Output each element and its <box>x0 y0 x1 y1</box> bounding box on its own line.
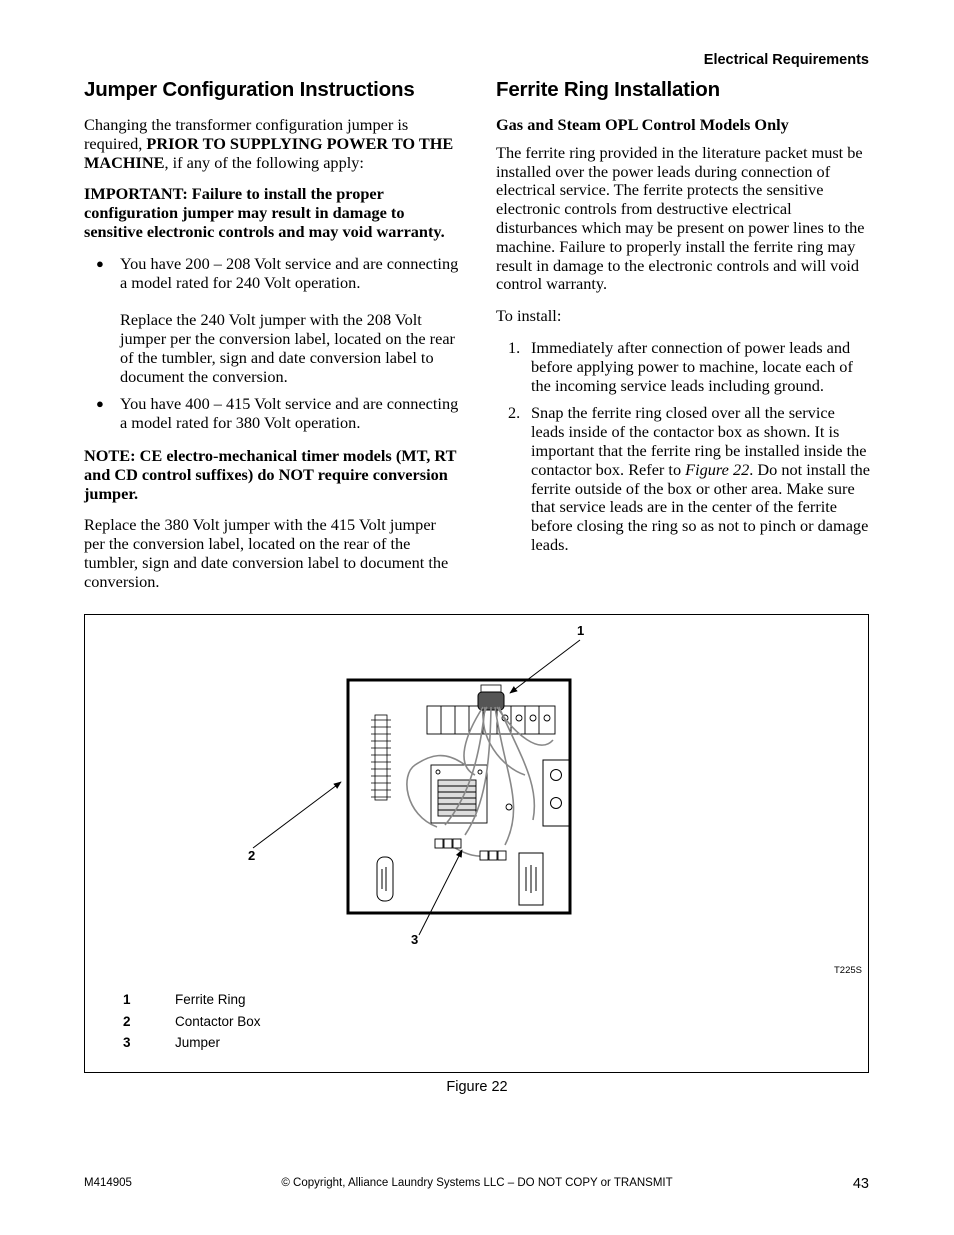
figure-caption: Figure 22 <box>446 1079 508 1095</box>
figure-frame <box>84 614 869 1073</box>
legend-label: Contactor Box <box>175 1014 261 1029</box>
condition-list <box>84 255 460 433</box>
ferrite-ring <box>478 685 504 710</box>
step-text-a: Snap the ferrite ring closed over all the service leads inside of the contactor box as shown. It is important that the ferrite ring be installed inside the contactor box. Refer to <box>531 403 867 479</box>
callout-2: 2 <box>248 848 256 863</box>
figure-reference: Figure 22 <box>685 459 750 479</box>
ferrite-subtitle: Gas and Steam OPL Control Models Only <box>496 115 789 134</box>
footer-doc-number: M414905 <box>84 1177 132 1189</box>
step-text: Immediately after connection of power leads and before applying power to machine, locate each of the incoming service leads including ground. <box>531 337 853 395</box>
legend-row <box>123 1014 261 1029</box>
legend-label: Jumper <box>175 1035 221 1050</box>
step-text-b: . Do not install the ferrite outside of the box or other area. Make sure that service leads are in the center of the ferrite before closing the ring so as not to pinch or damage leads. <box>531 459 870 554</box>
intro-text-bold: PRIOR TO SUPPLYING POWER TO THE MACHINE <box>84 133 454 172</box>
intro-text-a: Changing the transformer configuration jumper is required, <box>84 115 409 153</box>
bullet-icon: ● <box>96 396 104 412</box>
step-number: 1. <box>508 337 521 357</box>
legend-number: 2 <box>123 1014 131 1029</box>
ferrite-body: The ferrite ring provided in the literature packet must be installed over the power leads during connection of electrical service. The ferrite protects the sensitive electronic controls from destructive electrical disturbances which may be present on power lines to the machine. Failure to properly install the ferrite ring may result in damage to the electronic controls and will void control warranty. <box>496 142 865 294</box>
jumper-closing: Replace the 380 Volt jumper with the 415 Volt jumper per the conversion label, located on the rear of the tumbler, sign and date conversion label to document the conversion. <box>84 515 449 591</box>
legend-number: 3 <box>123 1035 131 1050</box>
intro-text-b: , if any of the following apply: <box>164 152 364 172</box>
legend-row <box>123 1035 220 1050</box>
bullet-icon: ● <box>96 255 104 271</box>
important-notice: IMPORTANT: Failure to install the proper configuration jumper may result in damage to sensitive electronic controls and may void warranty. <box>84 184 445 241</box>
jumper-intro <box>84 116 460 172</box>
left-column <box>84 78 460 605</box>
bullet-text: You have 200 – 208 Volt service and are connecting a model rated for 240 Volt operation. <box>120 253 459 292</box>
callout-3: 3 <box>411 932 419 947</box>
section-title-ferrite: Ferrite Ring Installation <box>496 78 720 101</box>
bullet-text: You have 400 – 415 Volt service and are connecting a model rated for 380 Volt operation. <box>120 394 459 433</box>
to-install-label: To install: <box>496 306 562 326</box>
list-item <box>496 404 872 554</box>
step-number: 2. <box>508 403 521 423</box>
figure-code: T225S <box>834 965 862 976</box>
section-title-jumper: Jumper Configuration Instructions <box>84 78 415 101</box>
install-steps <box>496 339 872 555</box>
legend-number: 1 <box>123 992 131 1007</box>
list-item <box>496 339 872 395</box>
right-column <box>496 78 872 564</box>
footer-copyright: © Copyright, Alliance Laundry Systems LLC – DO NOT COPY or TRANSMIT <box>281 1177 673 1189</box>
page-number: 43 <box>852 1176 869 1192</box>
running-header: Electrical Requirements <box>703 52 869 68</box>
legend-label: Ferrite Ring <box>175 992 246 1007</box>
bullet-subtext: Replace the 240 Volt jumper with the 208 Volt jumper per the conversion label, located on the rear of the tumbler, sign and date conversion label to document the conversion. <box>120 310 455 386</box>
list-item <box>84 395 460 433</box>
callout-1: 1 <box>577 623 585 638</box>
ce-note: NOTE: CE electro-mechanical timer models (MT, RT and CD control suffixes) do NOT require conversion jumper. <box>84 445 457 503</box>
legend-row <box>123 992 246 1007</box>
list-item <box>84 255 460 387</box>
